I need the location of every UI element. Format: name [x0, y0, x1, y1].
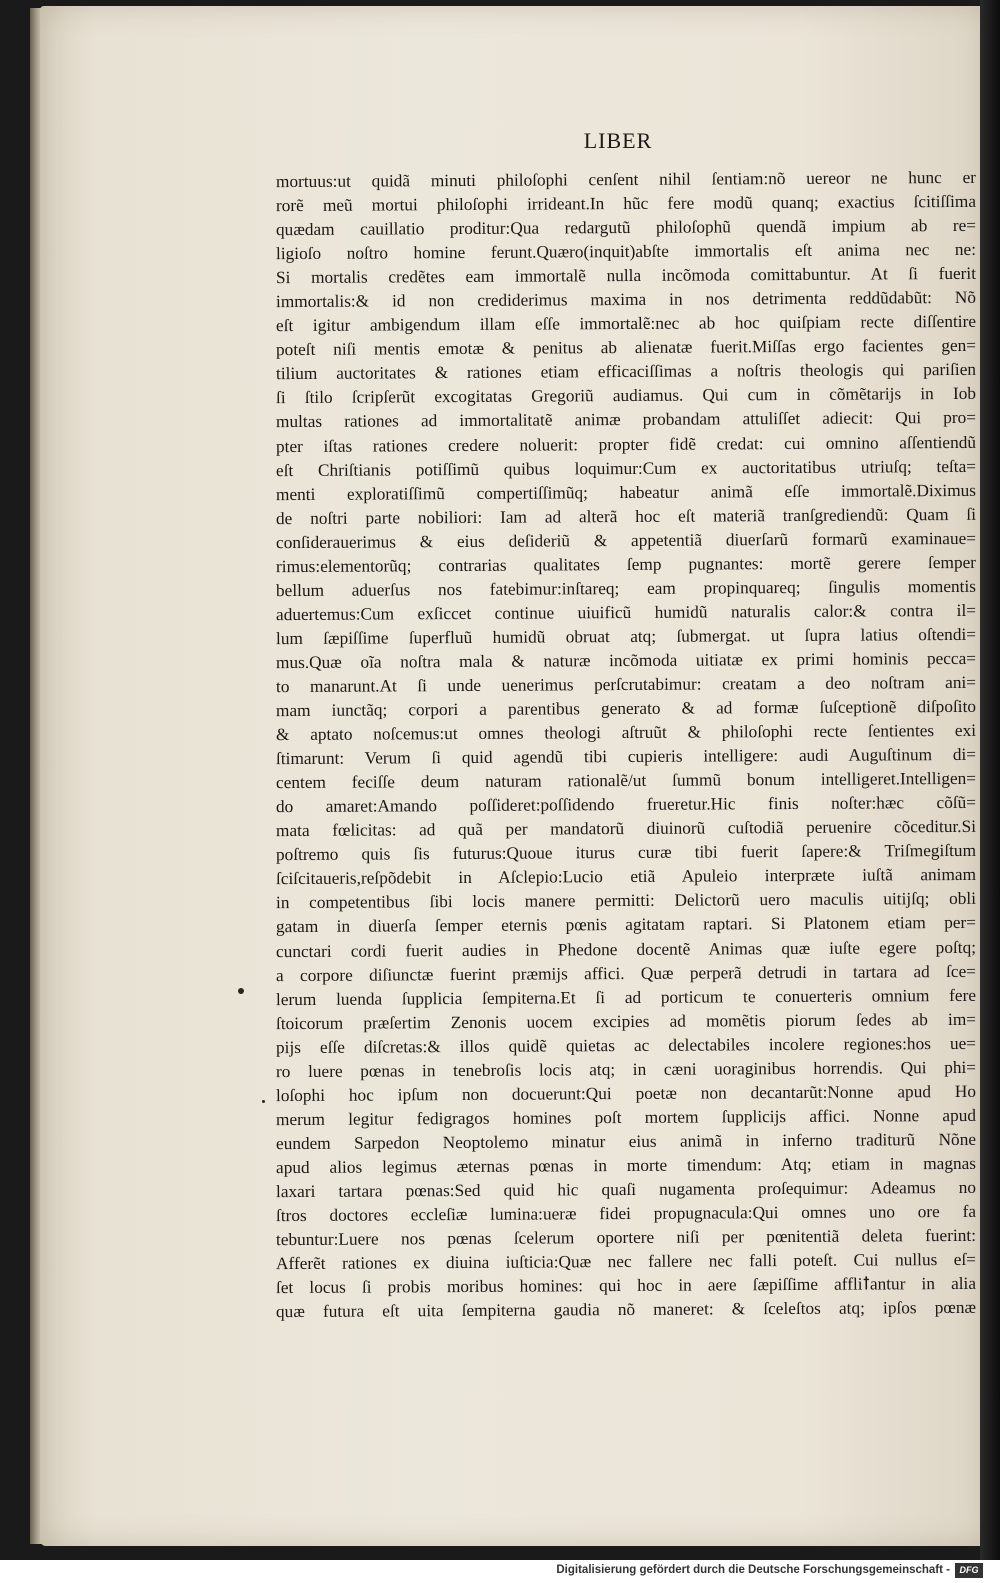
text-line: bellum aduerſus nos fatebimur:inſtareq; eam propinquareq; ſingulis momentis	[275, 576, 977, 600]
text-line: pijs eſſe diſcretas:& illos quidẽ quietas ac delectabiles incolere regiones:hos ue=	[275, 1033, 977, 1057]
funding-note: Digitalisierung gefördert durch die Deutsche Forschungsgemeinschaft -	[556, 1564, 950, 1576]
text-line: Afferẽt rationes ex diuina iuſticia:Quæ nec fallere nec falli poteſt. Cui nullus eſ=	[275, 1249, 977, 1274]
text-line: quædam cauillatio proditur:Qua redargutũ philoſophũ quendã impium ab re=	[275, 215, 977, 240]
text-line: eſt Chriſtianis potiſſimũ quibus loquimur:Cum ex auctoritatibus utriuſq; teſta=	[275, 456, 977, 480]
text-line: ligioſo noſtro homine ferunt.Quæro(inquit)abſte immortalis eſt anima nec ne:	[275, 240, 977, 264]
text-line: Si mortalis credẽtes eam immortalẽ nulla incõmoda comittabuntur. At ſi fuerit	[275, 264, 977, 288]
text-line: de noſtri parte nobiliori: Iam ad alterã hoc eſt materiã tranſgrediendũ: Quam ſi	[275, 504, 977, 528]
text-line: aduertemus:Cum exſiccet continue uiuificũ humidũ naturalis calor:& contra il=	[275, 600, 977, 624]
text-line: in competentibus ſibi locis manere permitti: Delictorũ uero maculis uitijſq; obli	[275, 889, 977, 913]
text-line: pter iſtas rationes credere noluerit: propter fidẽ credat: cui omnino aſſentiendũ	[275, 432, 977, 456]
dfg-logo: DFG	[955, 1563, 983, 1578]
text-line: poteſt niſi mentis emotæ & penitus ab alienatæ fuerit.Miſſas ergo facientes gen=	[275, 336, 977, 360]
text-line: mata fœlicitas: ad quã per mandatorũ diuinorũ cuſtodiã peruenire cõceditur.Si	[275, 817, 977, 841]
running-head: LIBER	[583, 128, 653, 153]
text-line: ſtoicorum præſertim Zenonis uocem excipies ad momẽtis piorum ſedes ab im=	[275, 1009, 977, 1033]
text-line: eundem Sarpedon Neoptolemo minatur eius animã in inferno traditurũ Nõne	[275, 1129, 977, 1154]
text-line: immortalis:& id non crediderimus maxima in nos detrimenta reddũdabũt: Nõ	[275, 288, 977, 312]
text-line: tilium auctoritates & rationes etiam efficaciſſimas a noſtris theologis qui pariſien	[275, 360, 977, 384]
text-line: poſtremo quis ſis futurus:Quoue iturus curæ tibi fuerit ſapere:& Triſmegiſtum	[275, 841, 977, 865]
text-line: lerum luenda ſupplicia ſempiterna.Et ſi ad porticum te conuerteris omnium fere	[275, 985, 977, 1009]
body-text	[276, 168, 976, 1322]
text-line: laxari tartara pœnas:Sed quid hic quaſi nugamenta proſequimur: Adeamus no	[275, 1177, 977, 1202]
text-line: to manarunt.At ſi unde uenerimus perſcrutabimur: creatam a deo noſtram ani=	[275, 672, 977, 697]
text-line: rimus:elementorũq; contrarias qualitates ſemp pugnantes: mortẽ gerere ſemper	[275, 552, 977, 576]
text-line: ſi ſtilo ſcripſerũt excogitatas Gregoriũ audiamus. Qui cum in cõmẽtarijs in Iob	[275, 384, 977, 408]
text-line: cunctari cordi fuerit audies in Phedone docentẽ Animas quæ iuſte egere poſtq;	[275, 937, 977, 961]
text-line: menti exploratiſſimũ compertiſſimũq; habeatur animã eſſe immortalẽ.Diximus	[275, 480, 977, 504]
text-line: centem feciſſe deum naturam rationalẽ/ut ſummũ bonum intelligeret.Intelligen=	[275, 769, 977, 793]
text-line: apud alios legimus æternas pœnas in morte timendum: Atq; etiam in magnas	[275, 1153, 977, 1178]
text-line: multas rationes ad immortalitatẽ animæ probandam attuliſſet adiecit: Qui pro=	[275, 408, 977, 432]
text-line: ſet locus ſi probis moribus homines: qui hoc in aere ſæpiſſime affliꝉantur in alia	[275, 1274, 977, 1298]
text-line: ſciſcitaueris,reſpõdebit in Aſclepio:Lucio etiã Apuleio interpræte iuſtã animam	[275, 865, 977, 889]
margin-mark	[262, 1100, 265, 1103]
text-line: & aptato noſcemus:ut omnes theologi aſtruũt & philoſophi recte ſentientes exi	[275, 720, 977, 745]
text-line: quæ futura eſt uita ſempiterna gaudia nõ maneret: & ſceleſtos atq; ipſos pœnæ	[275, 1298, 977, 1322]
margin-mark	[238, 988, 244, 994]
text-line: do amaret:Amando poſſideret:poſſidendo frueretur.Hic finis noſter:hæc cõſũ=	[275, 793, 977, 817]
text-line: rorẽ meũ mortui philoſophi irrideant.In hũc fere modũ quanq; exactius ſcitiſſima	[275, 191, 977, 216]
text-line: tebuntur:Luere nos pœnas ſcelerum oportere niſi per pœnitentiã deleta fuerint:	[275, 1225, 977, 1250]
scan-border-right	[980, 0, 1000, 1560]
text-line: loſophi hoc ipſum non docuerunt:Qui poetæ non decantarũt:Nonne apud Ho	[275, 1081, 977, 1105]
text-line: conſiderauerimus & eius deſideriũ & appetentiã diuerſarũ formarũ examinaue=	[275, 528, 977, 552]
text-line: a corpore diſiunctæ fuerint præmijs affici. Quæ perperã detrudi in tartara ad ſce=	[275, 961, 977, 985]
text-line: lum ſæpiſſime ſuperfluũ humidũ obruat atq; ſubmergat. ut ſupra latius oſtendi=	[275, 624, 977, 649]
text-line: mus.Quæ oĩa noſtra mala & naturæ incõmoda uitiatæ ex primi hominis pecca=	[275, 648, 977, 673]
text-line: mam iunctãq; corpori a parentibus generato & ad formæ ſuſceptionẽ diſpoſito	[275, 696, 977, 721]
text-line: mortuus:ut quidã minuti philoſophi cenſent nihil ſentiam:nõ uereor ne hunc er	[275, 167, 977, 192]
text-line: gatam in diuerſa ſemper eternis pœnis agitatam raptari. Si Platonem etiam per=	[275, 913, 977, 937]
text-line: ſtimarunt: Verum ſi quid agendũ tibi cupieris intelligere: audi Auguſtinum di=	[275, 744, 977, 769]
text-line: ro luere pœnas in tenebroſis locis atq; in cæni uoraginibus horrendis. Qui phi=	[275, 1057, 977, 1081]
text-line: merum legitur fedigragos homines poſt mortem ſupplicijs affici. Nonne apud	[275, 1105, 977, 1129]
text-line: eſt igitur ambigendum illam eſſe immortalẽ:nec ab hoc quiſpiam recte diſſentire	[275, 312, 977, 336]
text-line: ſtros doctores eccleſiæ lumina:ueræ fidei propugnacula:Qui omnes uno ore fa	[275, 1201, 977, 1226]
